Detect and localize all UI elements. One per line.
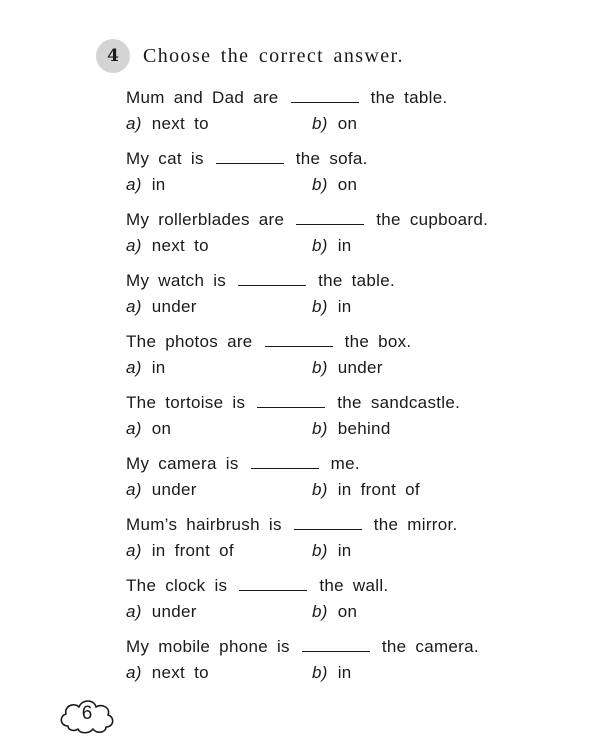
option-a-text: under xyxy=(151,602,197,621)
sentence-after-blank: me. xyxy=(330,454,360,473)
option-b-letter: b) xyxy=(312,175,328,194)
question-sentence xyxy=(126,210,488,230)
option-a xyxy=(126,663,209,683)
option-b-letter: b) xyxy=(312,602,328,621)
question-sentence xyxy=(126,393,460,413)
question-sentence xyxy=(126,271,395,291)
option-a-letter: a) xyxy=(126,297,142,316)
option-a-text: in xyxy=(151,358,166,377)
sentence-before-blank: Mum and Dad are xyxy=(126,88,279,107)
exercise-number-badge: 4 xyxy=(96,39,130,73)
option-a-letter: a) xyxy=(126,419,142,438)
sentence-after-blank: the camera. xyxy=(381,637,479,656)
page-number: 6 xyxy=(81,703,93,724)
question-item xyxy=(0,576,600,636)
option-a-letter: a) xyxy=(126,480,142,499)
question-item xyxy=(0,637,600,697)
answer-blank xyxy=(291,88,359,103)
option-b-text: on xyxy=(337,175,358,194)
question-sentence xyxy=(126,88,448,108)
option-a xyxy=(126,114,209,134)
option-b xyxy=(312,236,352,256)
option-b xyxy=(312,175,357,195)
option-b xyxy=(312,541,352,561)
option-b-text: in xyxy=(337,663,352,682)
answer-blank xyxy=(239,576,307,591)
question-sentence xyxy=(126,637,479,657)
answer-blank xyxy=(302,637,370,652)
answer-blank xyxy=(216,149,284,164)
option-a-text: on xyxy=(151,419,172,438)
sentence-after-blank: the table. xyxy=(318,271,396,290)
option-b xyxy=(312,358,383,378)
option-a xyxy=(126,602,197,622)
option-a-letter: a) xyxy=(126,175,142,194)
option-b-text: in front of xyxy=(337,480,420,499)
option-a-letter: a) xyxy=(126,358,142,377)
option-b-letter: b) xyxy=(312,541,328,560)
sentence-before-blank: The tortoise is xyxy=(126,393,246,412)
option-a xyxy=(126,480,197,500)
answer-blank xyxy=(296,210,364,225)
option-b-text: on xyxy=(337,114,358,133)
option-b-text: in xyxy=(337,541,352,560)
sentence-before-blank: Mum’s hairbrush is xyxy=(126,515,282,534)
question-sentence xyxy=(126,454,360,474)
option-a xyxy=(126,358,166,378)
option-b-letter: b) xyxy=(312,663,328,682)
sentence-before-blank: My mobile phone is xyxy=(126,637,290,656)
option-b-text: in xyxy=(337,297,352,316)
answer-blank xyxy=(294,515,362,530)
sentence-after-blank: the box. xyxy=(344,332,412,351)
answer-blank xyxy=(265,332,333,347)
option-a-text: next to xyxy=(151,236,209,255)
exercise-title: Choose the correct answer. xyxy=(143,44,404,67)
answer-blank xyxy=(251,454,319,469)
option-b-text: behind xyxy=(337,419,391,438)
question-sentence xyxy=(126,332,411,352)
option-b-text: on xyxy=(337,602,358,621)
answer-blank xyxy=(238,271,306,286)
sentence-before-blank: My rollerblades are xyxy=(126,210,285,229)
question-item xyxy=(0,332,600,392)
option-a xyxy=(126,175,166,195)
sentence-before-blank: My cat is xyxy=(126,149,204,168)
answer-blank xyxy=(257,393,325,408)
option-a-letter: a) xyxy=(126,114,142,133)
sentence-before-blank: My watch is xyxy=(126,271,227,290)
option-b xyxy=(312,602,357,622)
question-item xyxy=(0,210,600,270)
option-b-text: in xyxy=(337,236,352,255)
option-a xyxy=(126,297,197,317)
question-item xyxy=(0,271,600,331)
question-item xyxy=(0,88,600,148)
sentence-after-blank: the table. xyxy=(370,88,448,107)
option-b xyxy=(312,297,352,317)
option-b-letter: b) xyxy=(312,114,328,133)
option-b-letter: b) xyxy=(312,297,328,316)
question-sentence xyxy=(126,515,458,535)
question-sentence xyxy=(126,576,388,596)
option-b xyxy=(312,114,357,134)
option-b-text: under xyxy=(337,358,383,377)
option-a-text: under xyxy=(151,297,197,316)
option-a-text: next to xyxy=(151,663,209,682)
option-b-letter: b) xyxy=(312,358,328,377)
option-a xyxy=(126,419,171,439)
option-b-letter: b) xyxy=(312,480,328,499)
sentence-after-blank: the wall. xyxy=(319,576,389,595)
question-item xyxy=(0,454,600,514)
question-item xyxy=(0,515,600,575)
option-a-letter: a) xyxy=(126,541,142,560)
sentence-before-blank: My camera is xyxy=(126,454,239,473)
sentence-after-blank: the cupboard. xyxy=(376,210,489,229)
option-a-letter: a) xyxy=(126,663,142,682)
option-a-text: under xyxy=(151,480,197,499)
question-sentence xyxy=(126,149,368,169)
option-b xyxy=(312,663,352,683)
option-b xyxy=(312,419,391,439)
option-a-letter: a) xyxy=(126,602,142,621)
option-a-letter: a) xyxy=(126,236,142,255)
option-b-letter: b) xyxy=(312,236,328,255)
sentence-before-blank: The clock is xyxy=(126,576,228,595)
option-a xyxy=(126,541,234,561)
sentence-after-blank: the sandcastle. xyxy=(337,393,461,412)
sentence-after-blank: the mirror. xyxy=(373,515,458,534)
option-b xyxy=(312,480,420,500)
option-a-text: in xyxy=(151,175,166,194)
option-a-text: in front of xyxy=(151,541,234,560)
option-a xyxy=(126,236,209,256)
question-item xyxy=(0,393,600,453)
option-b-letter: b) xyxy=(312,419,328,438)
sentence-after-blank: the sofa. xyxy=(295,149,368,168)
question-item xyxy=(0,149,600,209)
option-a-text: next to xyxy=(151,114,209,133)
sentence-before-blank: The photos are xyxy=(126,332,253,351)
